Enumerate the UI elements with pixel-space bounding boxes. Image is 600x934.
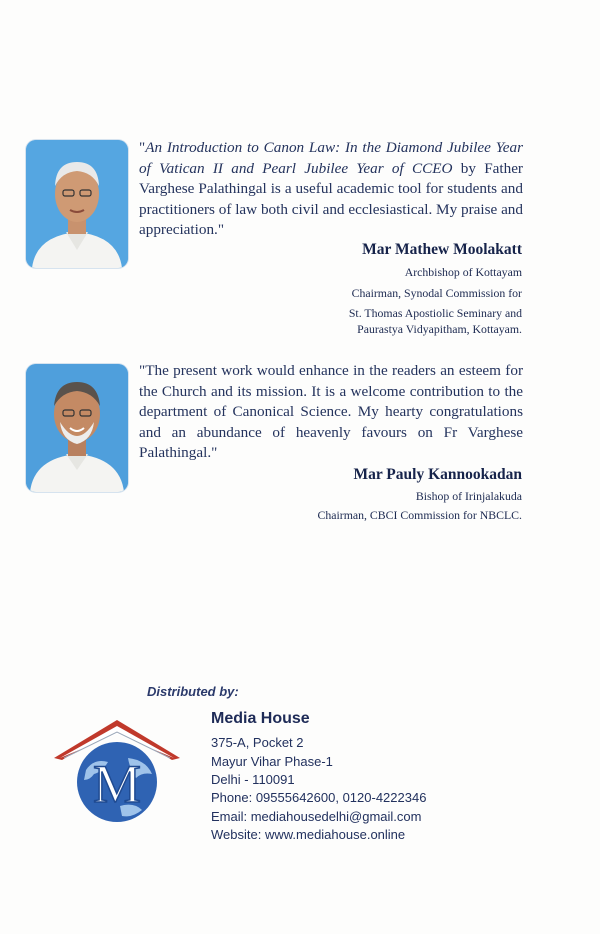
logo-letter: M [92,754,142,814]
email-line: Email: mediahousedelhi@gmail.com [211,809,422,824]
endorser-title-line: Chairman, Synodal Commission for [351,286,522,300]
endorser-name-1: Mar Mathew Moolakatt [362,241,522,258]
address-line: Mayur Vihar Phase-1 [211,754,333,769]
portrait-bishop-icon [26,364,128,492]
endorser-title-line: Bishop of Irinjalakuda [415,489,522,503]
quote-body: by Father Varghese Palathingal is a useful academic tool for students and practitioners of law both civil and ecclesiastical. My praise and appreciation." [139,159,523,238]
endorser-title-line: Paurastya Vidyapitham, Kottayam. [357,322,522,336]
distributed-by-label: Distributed by: [147,684,239,699]
website-line: Website: www.mediahouse.online [211,827,406,842]
endorser-name-2: Mar Pauly Kannookadan [353,466,522,483]
endorser-title-line: Archbishop of Kottayam [404,265,522,279]
distributor-name: Media House [211,710,310,727]
quote-book-title: An Introduction to Canon Law: In the Diamond Jubilee Year of Vatican II and Pearl Jubilee Year of CCEO [139,139,523,177]
address-line: Delhi - 110091 [211,772,295,787]
photo-archbishop [26,140,128,268]
media-house-globe-book-logo [50,714,184,824]
endorser-title-line: Chairman, CBCI Commission for NBCLC. [317,508,522,522]
portrait-archbishop-icon [26,140,128,268]
address-line: 375-A, Pocket 2 [211,735,304,750]
phone-line: Phone: 09555642600, 0120-4222346 [211,790,427,805]
photo-bishop [26,364,128,492]
endorser-title-line: St. Thomas Apostiolic Seminary and [348,306,522,320]
quote-bishop: "The present work would enhance in the readers an esteem for the Church and its mission. It is a welcome contribution to the department of Canonical Science. My hearty congratulations and an abundance of heavenly favours on Fr Varghese Palathingal." [139,362,523,461]
quote-archbishop: "An Introduction to Canon Law: In the Diamond Jubilee Year of Vatican II and Pearl Jubilee Year of CCEO by Father Varghese Palathingal is a useful academic tool for students and practitioners of law both civil and ecclesiastical. My praise and appreciation." [139,139,523,238]
